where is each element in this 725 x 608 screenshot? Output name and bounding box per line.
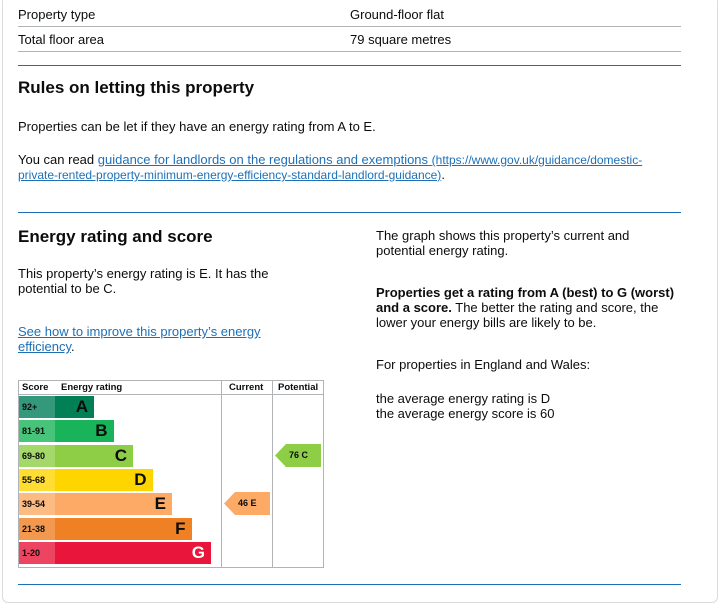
averages-text: the average energy rating is D the average energy score is 60 [376, 391, 555, 421]
guidance-link[interactable]: guidance for landlords on the regulations and exemptions (https://www.gov.uk/guidance/domestic- [97, 152, 643, 167]
current-rating-arrow-label: 46 E [238, 498, 257, 509]
band-letter: A [75, 397, 88, 416]
guidance-suffix: . [441, 167, 445, 182]
band-range-label: 81-91 [22, 426, 46, 437]
graph-description: The graph shows this property’s current and potential energy rating. [376, 228, 630, 258]
row-divider [18, 51, 681, 52]
band-letter: B [95, 421, 108, 441]
section-divider [18, 212, 681, 213]
band-range-label: 1-20 [22, 547, 41, 558]
band-range-label: 69-80 [22, 450, 46, 461]
band-letter: F [175, 518, 186, 538]
rating-band-c [19, 445, 133, 467]
regions-text: For properties in England and Wales: [376, 357, 591, 372]
band-letter: C [114, 445, 127, 465]
band-letter: G [191, 542, 205, 562]
section-divider [18, 65, 681, 66]
rating-band-d [19, 469, 153, 491]
rating-band-a [19, 396, 94, 418]
property-type-label: Property type [18, 7, 96, 22]
guidance-prefix: You can read [18, 152, 98, 167]
potential-column-divider [272, 381, 273, 567]
chart-header-divider [19, 394, 323, 395]
rating-explanation: Properties get a rating from A (best) to G (worst) and a score. The better the rating and score, the lower your energy bills are likely to be. [376, 285, 675, 330]
current-rating-arrow [224, 492, 270, 515]
floor-area-value: 79 square metres [350, 32, 452, 47]
band-range-label: 92+ [22, 402, 38, 412]
chart-header-rating: Energy rating [61, 382, 123, 393]
improve-paragraph: See how to improve this property’s energy efficiency. [18, 324, 261, 354]
band-letter: E [154, 494, 166, 514]
chart-header-potential: Potential [278, 382, 319, 393]
rating-band-e [19, 493, 172, 515]
guidance-paragraph [18, 152, 678, 168]
improve-link[interactable]: See how to improve this property’s energy efficiency [18, 324, 261, 354]
energy-rating-chart [18, 380, 324, 568]
chart-header-current: Current [229, 382, 264, 393]
potential-rating-arrow [275, 444, 321, 467]
property-type-value: Ground-floor flat [350, 7, 444, 22]
guidance-link-url[interactable]: private-rented-property-minimum-energy-efficiency-standard-landlord-guidance) [18, 168, 442, 182]
rules-paragraph: Properties can be let if they have an energy rating from A to E. [18, 119, 376, 134]
chart-header-score: Score [22, 382, 49, 393]
band-range-label: 21-38 [22, 523, 46, 534]
energy-heading: Energy rating and score [18, 227, 213, 246]
guidance-paragraph-line2 [18, 167, 445, 183]
rating-band-b [19, 420, 114, 442]
band-letter: D [134, 469, 147, 489]
band-range-label: 39-54 [22, 499, 46, 510]
rules-heading: Rules on letting this property [18, 78, 255, 97]
energy-statement: This property’s energy rating is E. It has the potential to be C. [18, 266, 269, 296]
row-divider [18, 26, 681, 27]
rating-band-g [19, 542, 211, 564]
current-column-divider [221, 381, 222, 567]
floor-area-label: Total floor area [18, 32, 104, 47]
rating-band-f [19, 518, 192, 540]
band-range-label: 55-68 [22, 474, 46, 485]
section-divider [18, 584, 681, 585]
potential-rating-arrow-label: 76 C [289, 449, 309, 460]
